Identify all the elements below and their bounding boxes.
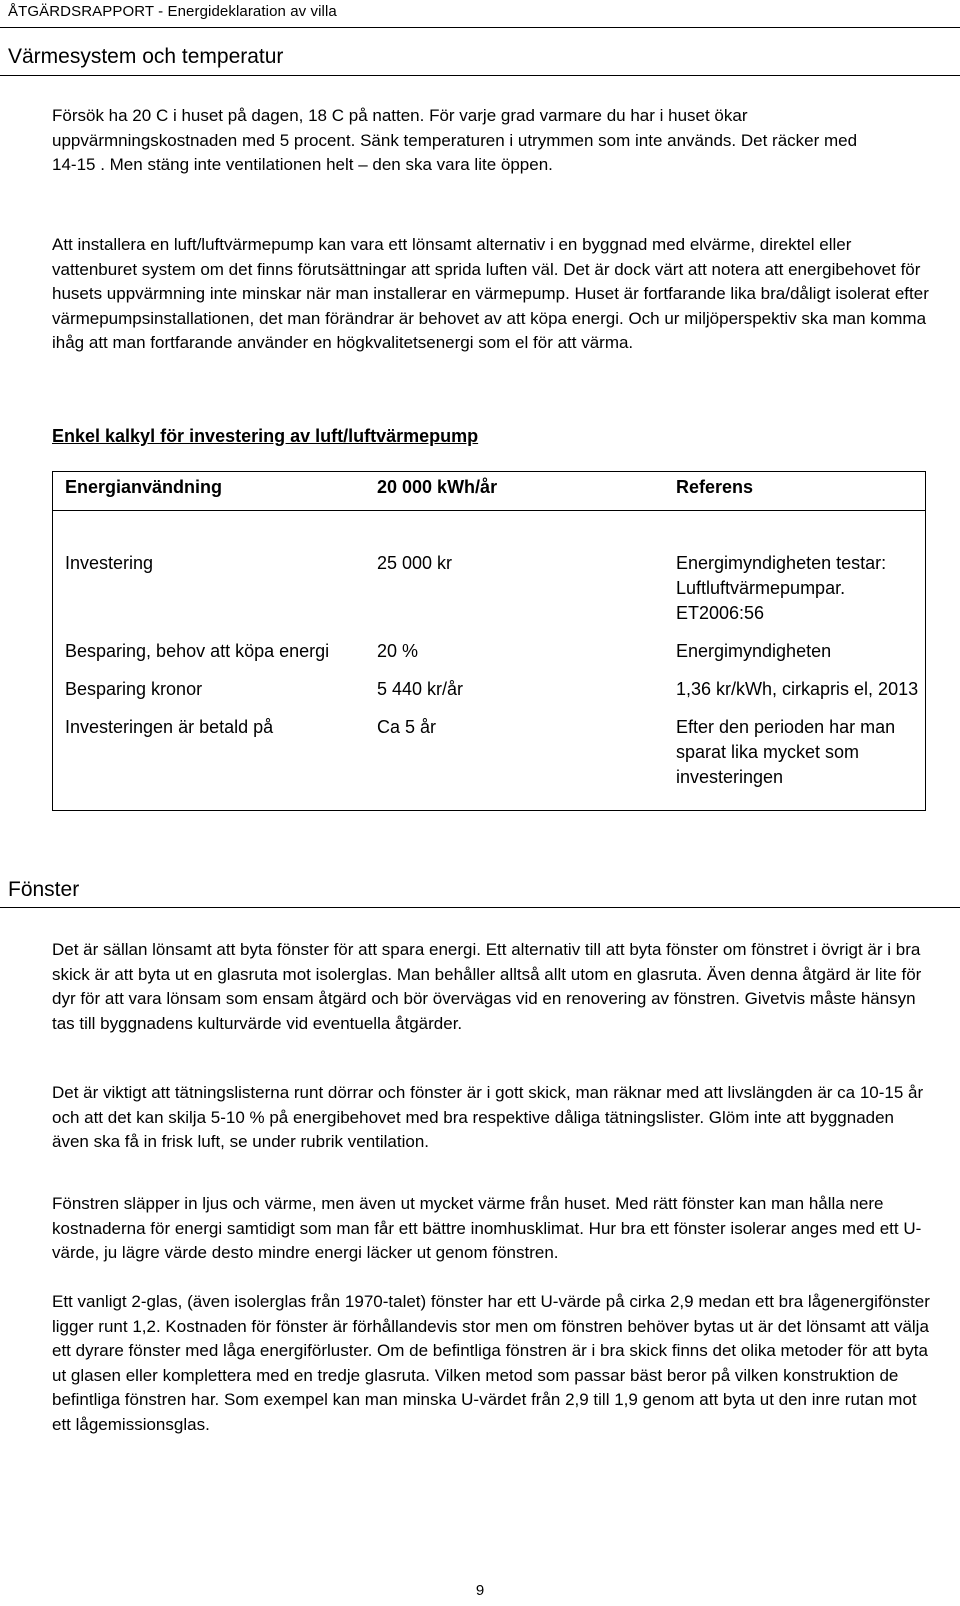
table-header-cell: Energianvändning <box>53 472 366 511</box>
paragraph-temperature: Försök ha 20 C i huset på dagen, 18 C på natten. För varje grad varmare du har i huset ökar uppvärmningskostnaden med 5 procent. Sänk temperaturen i utrymmen som inte används. Det räcker med 14-15 . Men stäng inte ventilationen helt – den ska vara lite öppen. <box>52 106 858 174</box>
header-rule <box>0 27 960 28</box>
table-cell-value: 5 440 kr/år <box>377 679 464 699</box>
table-cell-value: Ca 5 år <box>377 717 437 737</box>
table-cell-reference: Efter den perioden har man sparat lika mycket som investeringen <box>676 717 896 787</box>
paragraph-u-value: Fönstren släpper in ljus och värme, men även ut mycket värme från huset. Med rätt fönster kan man hålla nere kostnaderna för energi samtidigt som man får ett bättre inomhusklimat. Hur bra ett fönster isolerar anges med ett U-värde, ju lägre värde desto mindre energi läcker ut genom fönstren. <box>52 1194 922 1262</box>
table-row <box>53 511 926 640</box>
running-header: ÅTGÄRDSRAPPORT - Energideklaration av villa <box>8 3 337 20</box>
page-number: 9 <box>475 1582 485 1599</box>
section-rule-heating <box>0 75 960 76</box>
table-cell-label: Besparing, behov att köpa energi <box>65 641 330 661</box>
table-cell-reference: 1,36 kr/kWh, cirkapris el, 2013 <box>676 679 919 699</box>
table-cell-label: Investeringen är betald på <box>65 717 274 737</box>
table-cell-reference: Energimyndigheten <box>676 641 832 661</box>
paragraph-window-types: Ett vanligt 2-glas, (även isolerglas från 1970-talet) fönster har ett U-värde på cirka 2,9 medan ett bra lågenergifönster ligger runt 1,2. Kostnaden för fönster är förhållandevis stor men om fönstren behöver bytas ut är det lönsamt att välja ett dyrare fönster med låga energiförluster. Om de befintliga fönstren är i bra skick finns det olika metoder för att byta ut glasen eller komplettera med en tredje glasruta. Vilken metod som passar bäst beror på vilken konstruktion de befintliga fönstren har. Som exempel kan man minska U-värdet från 2,9 till 1,9 genom att byta ut den inre rutan mot ett lågemissionsglas. <box>52 1292 930 1434</box>
section-rule-windows <box>0 907 960 908</box>
calc-table-heading: Enkel kalkyl för investering av luft/luftvärmepump <box>52 426 479 446</box>
calc-table <box>52 471 926 811</box>
paragraph-heat-pump: Att installera en luft/luftvärmepump kan vara ett lönsamt alternativ i en byggnad med elvärme, direktel eller vattenburet system om det finns förutsättningar att sprida luften väl. Det är dock värt att notera att energibehovet för husets uppvärmning inte minskar när man installerar en värmepump. Huset är fortfarande lika bra/dåligt isolerat efter värmepumpsinstallationen, det man förändrar är behovet av att köpa energi. Och ur miljöperspektiv ska man komma ihåg att man fortfarande använder en högkvalitetsenergi som el för att värma. <box>52 235 929 352</box>
table-row <box>53 677 926 715</box>
table-cell-value: 25 000 kr <box>377 553 453 573</box>
table-header-cell: Referens <box>664 472 926 511</box>
table-cell-value: 20 % <box>377 641 419 661</box>
paragraph-weatherstripping: Det är viktigt att tätningslisterna runt dörrar och fönster är i gott skick, man räknar med att livslängden är ca 10-15 år och att det kan skilja 5-10 % på energibehovet med bra respektive dåliga tätningslister. Glöm inte att byggnaden även ska få in frisk luft, se under rubrik ventilation. <box>52 1083 924 1151</box>
table-cell-label: Besparing kronor <box>65 679 203 699</box>
table-header-row <box>53 472 926 511</box>
table-cell-label: Investering <box>65 553 154 573</box>
table-header-cell: 20 000 kWh/år <box>365 472 664 511</box>
section-title-heating: Värmesystem och temperatur <box>8 45 284 68</box>
section-title-windows: Fönster <box>8 878 80 901</box>
table-cell-reference: Energimyndigheten testar: Luftluftvärmepumpar. ET2006:56 <box>676 553 887 623</box>
table-row <box>53 715 926 811</box>
paragraph-window-replacement: Det är sällan lönsamt att byta fönster för att spara energi. Ett alternativ till att byta fönster om fönstret i övrigt är i bra skick är att byta ut en glasruta mot isolerglas. Man behåller alltså allt utom en glasruta. Även denna åtgärd är lite för dyr för att vara lönsam som ensam åtgärd och bör övervägas vid en renovering av fönstren. Givetvis måste hänsyn tas till byggnadens kulturvärde vid eventuella åtgärder. <box>52 940 922 1033</box>
table-row <box>53 639 926 677</box>
